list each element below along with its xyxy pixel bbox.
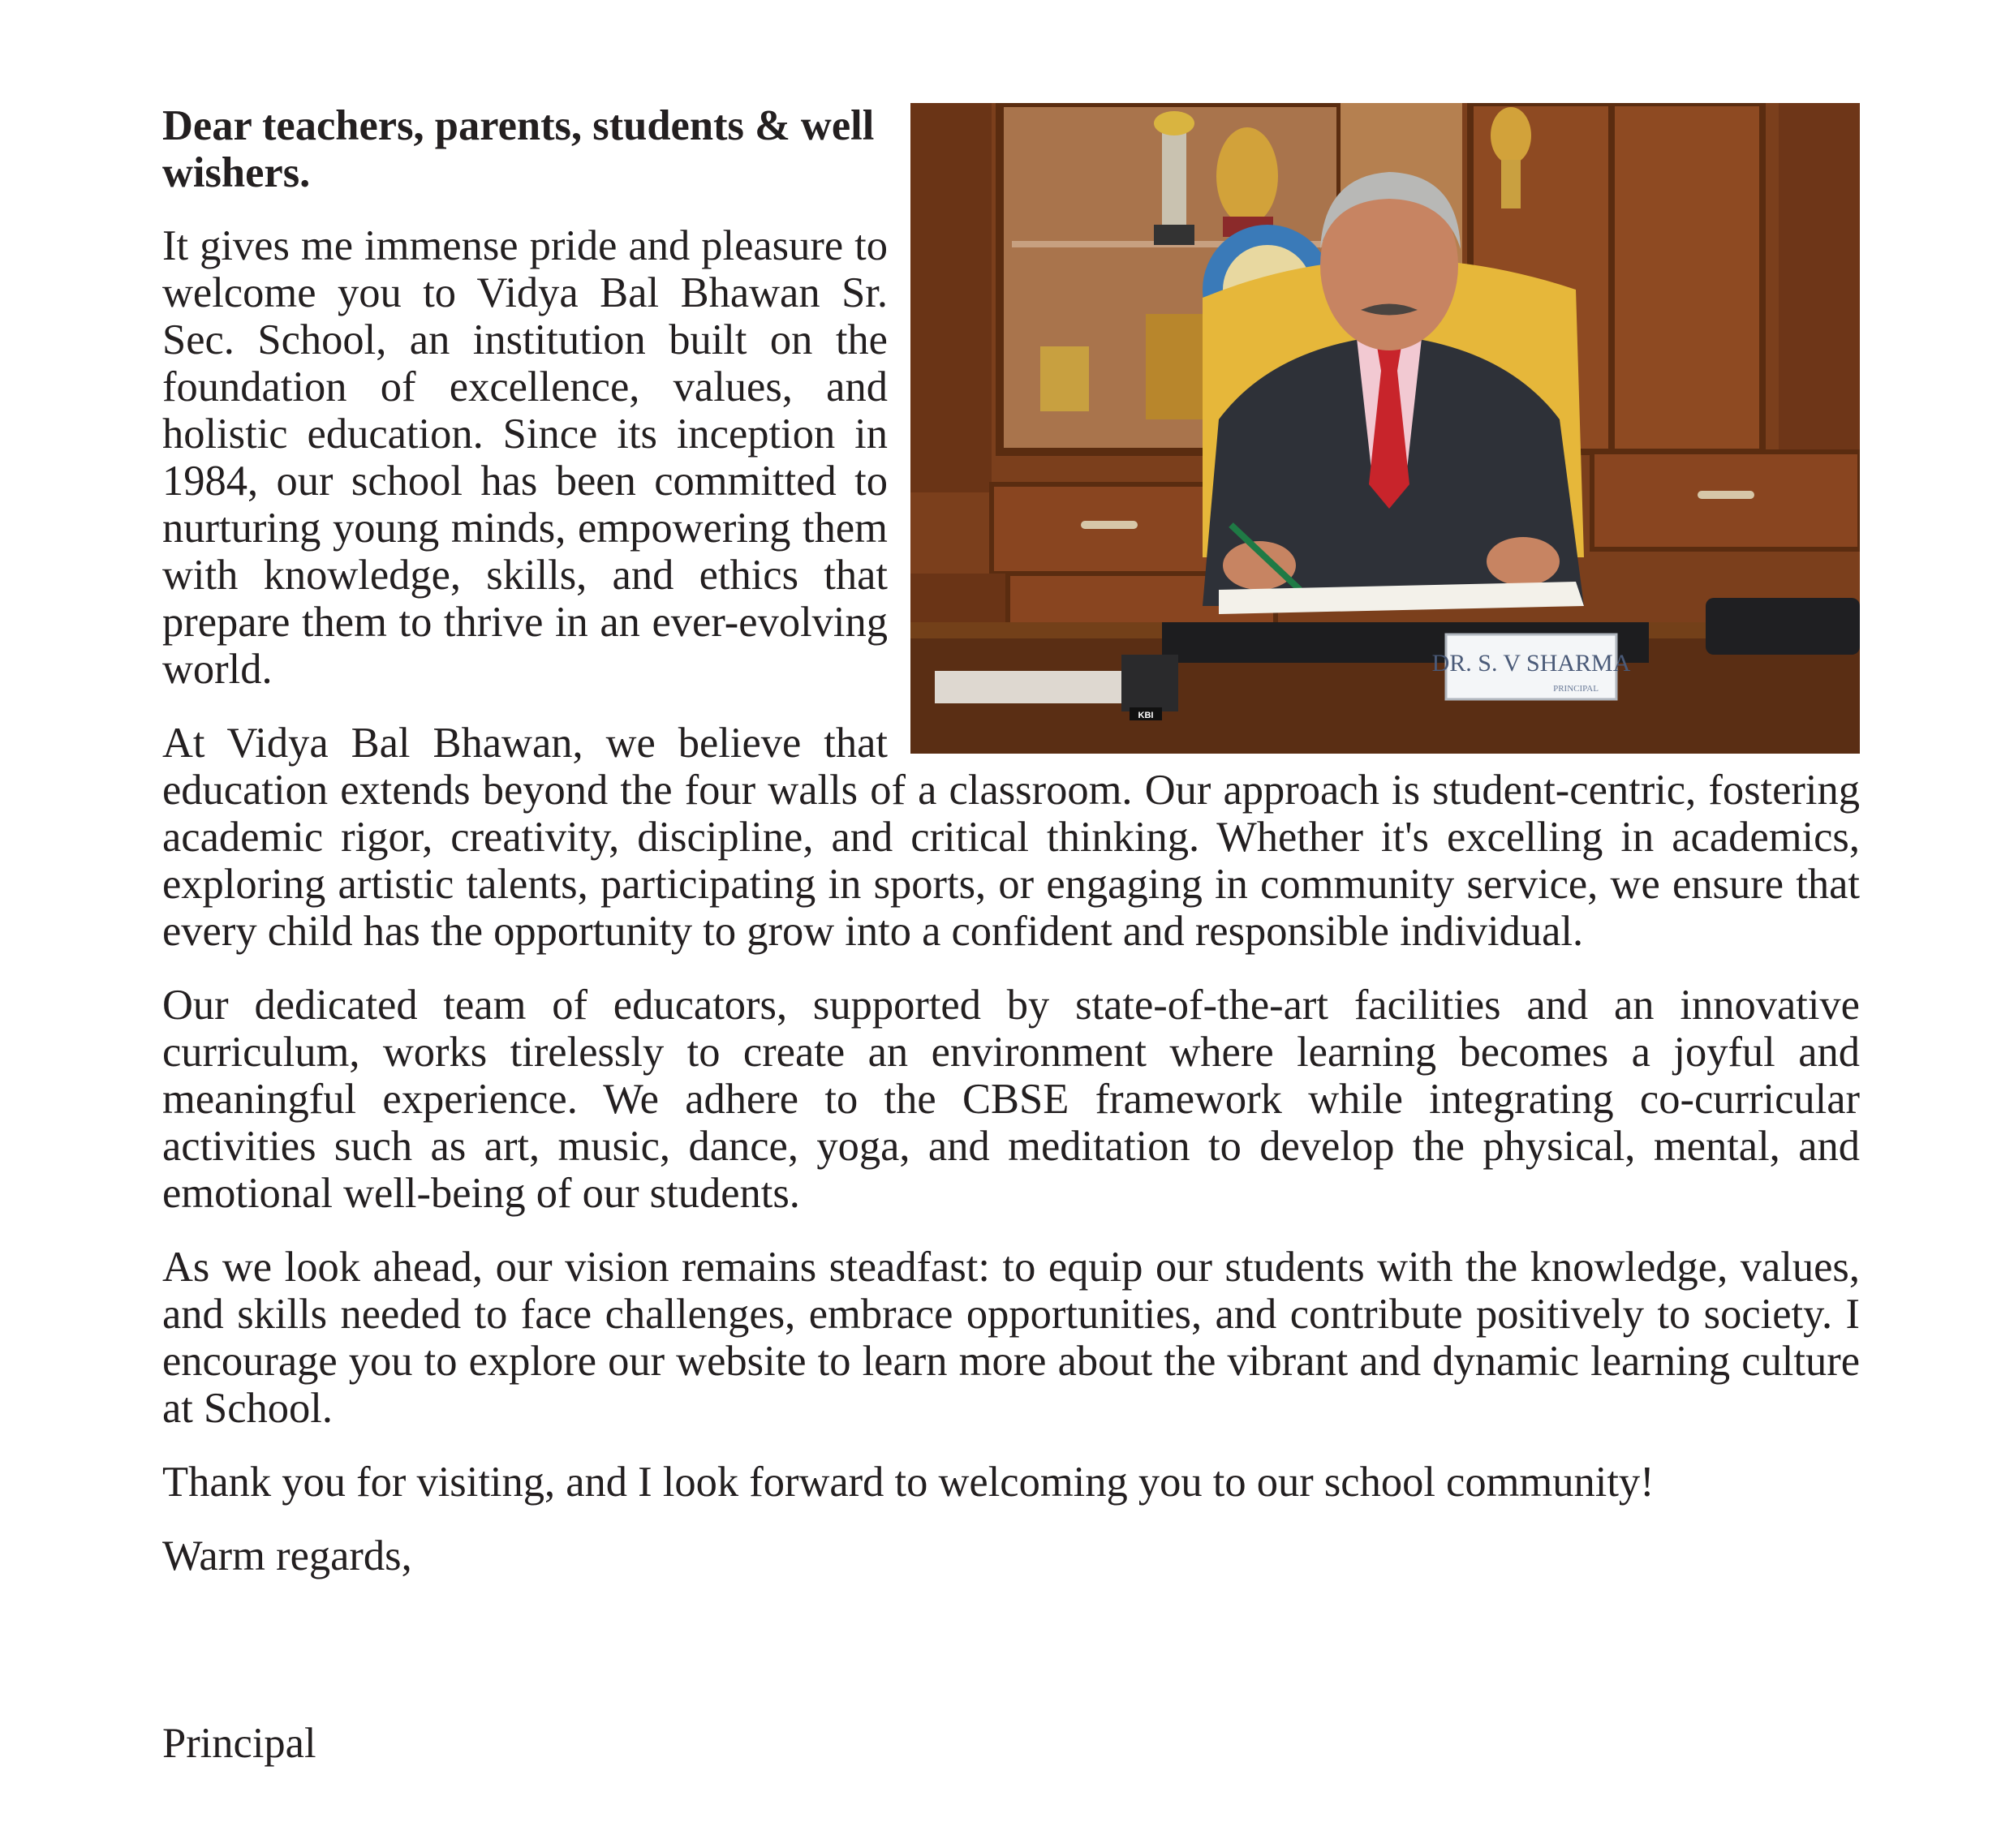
letter-paragraph-1: It gives me immense pride and pleasure to welcome you to Vidya Bal Bhawan Sr. Sec. School, an institution built on the foundation of excellence, values, and holistic education. Since its inception in 1984, our school has been committed to nurturing young minds, empowering them with knowledge, skills, and ethics that prepare them to thrive in an ever-evolving world. (162, 222, 888, 693)
letter-paragraph-3: Our dedicated team of educators, supported by state-of-the-art facilities and an innovative curriculum, works tirelessly to create an environment where learning becomes a joyful and meaningful experience. We adhere to the CBSE framework while integrating co-curricular activities such as art, music, dance, yoga, and meditation to develop the physical, mental, and emotional well-being of our students. (162, 982, 1860, 1217)
letter-closing: Warm regards, (162, 1532, 412, 1579)
letter-greeting: Dear teachers, parents, students & well wishers. (162, 102, 875, 196)
nameplate-name: DR. S. V SHARMA (1431, 650, 1631, 677)
principal-photo (910, 103, 1860, 754)
signature-space (162, 1606, 1860, 1720)
nameplate-title: PRINCIPAL (1553, 684, 1599, 694)
desk-label: KBI (1138, 711, 1154, 720)
letter-paragraph-5: Thank you for visiting, and I look forward to welcoming you to our school community! (162, 1459, 1655, 1506)
letter-paragraph-4: As we look ahead, our vision remains steadfast: to equip our students with the knowledge, values, and skills needed to face challenges, embrace opportunities, and contribute positively to society. I encourage you to explore our website to learn more about the vibrant and dynamic learning culture at School. (162, 1244, 1860, 1432)
principal-message (162, 102, 1860, 1767)
letter-signoff-title: Principal (162, 1720, 316, 1767)
principal-photo-illustration (910, 103, 1860, 754)
letter-paragraph-2: At Vidya Bal Bhawan, we believe that education extends beyond the four walls of a classroom. Our approach is student-centric, fostering academic rigor, creativity, discipline, and critical thinking. Whether it's excelling in academics, exploring artistic talents, participating in sports, or engaging in community service, we ensure that every child has the opportunity to grow into a confident and responsible individual. (162, 720, 1860, 955)
